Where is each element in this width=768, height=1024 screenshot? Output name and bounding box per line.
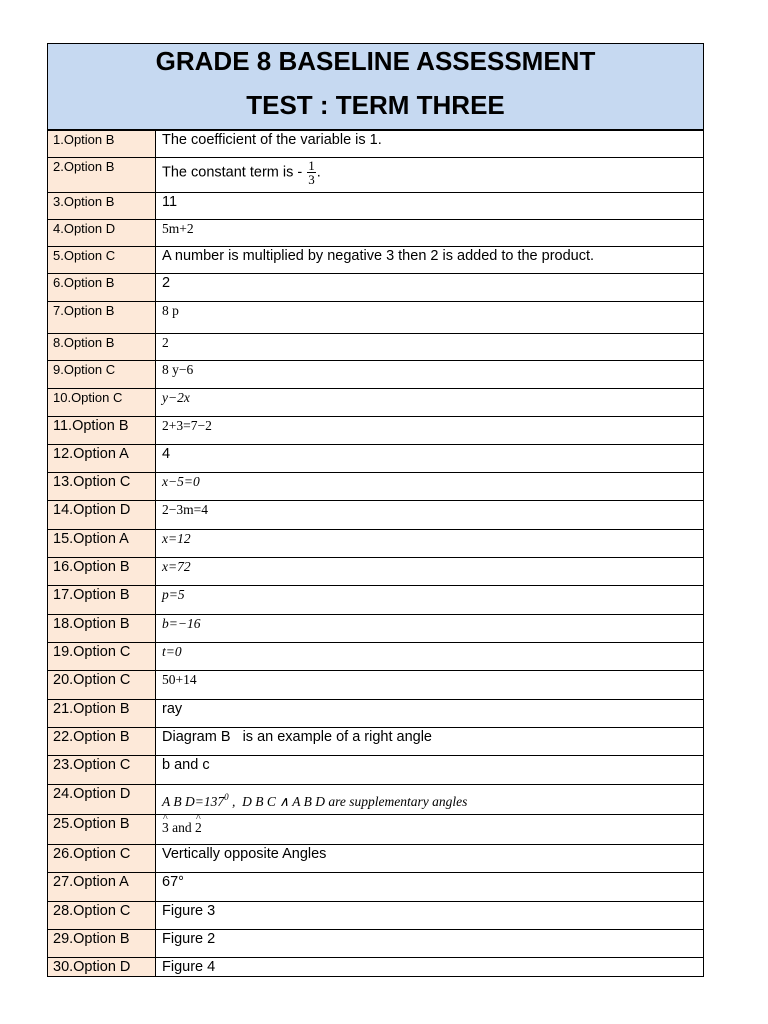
answer-cell: ray [156, 700, 704, 728]
option-cell: 5.Option C [48, 247, 156, 274]
answer-cell: b=−16 [156, 615, 704, 643]
table-row [48, 558, 704, 586]
answer-cell: b and c [156, 756, 704, 785]
option-cell: 4.Option D [48, 220, 156, 247]
option-cell: 29.Option B [48, 930, 156, 958]
option-cell: 9.Option C [48, 361, 156, 389]
table-row [48, 815, 704, 845]
table-row [48, 473, 704, 501]
table-row [48, 902, 704, 930]
answer-cell: Figure 3 [156, 902, 704, 930]
answer-cell: x=12 [156, 530, 704, 558]
answer-cell: Figure 4 [156, 958, 704, 977]
table-row [48, 756, 704, 785]
answer-prefix: The constant term is - [162, 164, 303, 181]
answer-cell: 2 [156, 334, 704, 361]
option-cell: 30.Option D [48, 958, 156, 977]
angle-expression: A B D=137 [162, 794, 225, 809]
table-row [48, 845, 704, 873]
table-row [48, 247, 704, 274]
option-cell: 2.Option B [48, 158, 156, 193]
angle-2: ^ 2 [195, 819, 202, 837]
option-cell: 27.Option A [48, 873, 156, 902]
table-row [48, 220, 704, 247]
angle-relation: , D B C ∧ A B D are supplementary angles [228, 794, 468, 809]
option-cell: 15.Option A [48, 530, 156, 558]
answer-cell: 8 y−6 [156, 361, 704, 389]
degree-superscript: 0 [224, 792, 229, 802]
table-row [48, 389, 704, 417]
answer-cell: Diagram B is an example of a right angle [156, 728, 704, 756]
answer-cell: The coefficient of the variable is 1. [156, 131, 704, 158]
header-banner [47, 43, 704, 130]
table-row [48, 958, 704, 977]
answer-cell: 8 p [156, 302, 704, 334]
answer-cell: Figure 2 [156, 930, 704, 958]
table-row [48, 530, 704, 558]
option-cell: 24.Option D [48, 785, 156, 815]
option-cell: 14.Option D [48, 501, 156, 530]
answer-table [47, 130, 704, 977]
answer-sheet [47, 43, 704, 977]
table-row [48, 158, 704, 193]
option-cell: 10.Option C [48, 389, 156, 417]
answer-cell: y−2x [156, 389, 704, 417]
table-row [48, 873, 704, 902]
table-row [48, 785, 704, 815]
option-cell: 25.Option B [48, 815, 156, 845]
answer-cell: 50+14 [156, 671, 704, 700]
answer-cell: 5m+2 [156, 220, 704, 247]
answer-cell: 4 [156, 445, 704, 473]
option-cell: 11.Option B [48, 417, 156, 445]
table-row [48, 930, 704, 958]
option-cell: 28.Option C [48, 902, 156, 930]
table-row [48, 501, 704, 530]
fraction-numerator: 1 [308, 158, 315, 173]
option-cell: 19.Option C [48, 643, 156, 671]
answer-cell: 67° [156, 873, 704, 902]
answer-cell [156, 815, 704, 845]
option-cell: 22.Option B [48, 728, 156, 756]
and-text: and [168, 820, 195, 835]
table-row [48, 445, 704, 473]
option-cell: 26.Option C [48, 845, 156, 873]
answer-cell [156, 785, 704, 815]
answer-cell: Vertically opposite Angles [156, 845, 704, 873]
table-row [48, 671, 704, 700]
answer-cell: 2 [156, 274, 704, 302]
table-row [48, 334, 704, 361]
table-row [48, 193, 704, 220]
table-row [48, 643, 704, 671]
table-row [48, 586, 704, 615]
answer-cell: x=72 [156, 558, 704, 586]
answer-cell: p=5 [156, 586, 704, 615]
answer-cell: 2+3=7−2 [156, 417, 704, 445]
option-cell: 18.Option B [48, 615, 156, 643]
fraction [307, 159, 316, 186]
table-row [48, 700, 704, 728]
option-cell: 3.Option B [48, 193, 156, 220]
option-cell: 23.Option C [48, 756, 156, 785]
table-row [48, 728, 704, 756]
fraction-denominator: 3 [308, 172, 315, 187]
option-cell: 17.Option B [48, 586, 156, 615]
option-cell: 1.Option B [48, 131, 156, 158]
answer-suffix: . [316, 164, 321, 181]
table-row [48, 361, 704, 389]
table-row [48, 417, 704, 445]
answer-cell: A number is multiplied by negative 3 then 2 is added to the product. [156, 247, 704, 274]
angle-3: ^ 3 [162, 819, 169, 837]
table-row [48, 302, 704, 334]
title-line-2: TEST : TERM THREE [246, 90, 505, 120]
option-cell: 6.Option B [48, 274, 156, 302]
option-cell: 12.Option A [48, 445, 156, 473]
answer-cell: t=0 [156, 643, 704, 671]
answer-cell: 11 [156, 193, 704, 220]
title-line-1: GRADE 8 BASELINE ASSESSMENT [155, 46, 596, 76]
option-cell: 13.Option C [48, 473, 156, 501]
option-cell: 8.Option B [48, 334, 156, 361]
answer-cell: x−5=0 [156, 473, 704, 501]
table-row [48, 131, 704, 158]
option-cell: 20.Option C [48, 671, 156, 700]
answer-cell: 2−3m=4 [156, 501, 704, 530]
table-row [48, 274, 704, 302]
option-cell: 7.Option B [48, 302, 156, 334]
table-row [48, 615, 704, 643]
option-cell: 16.Option B [48, 558, 156, 586]
option-cell: 21.Option B [48, 700, 156, 728]
answer-cell [156, 158, 704, 193]
